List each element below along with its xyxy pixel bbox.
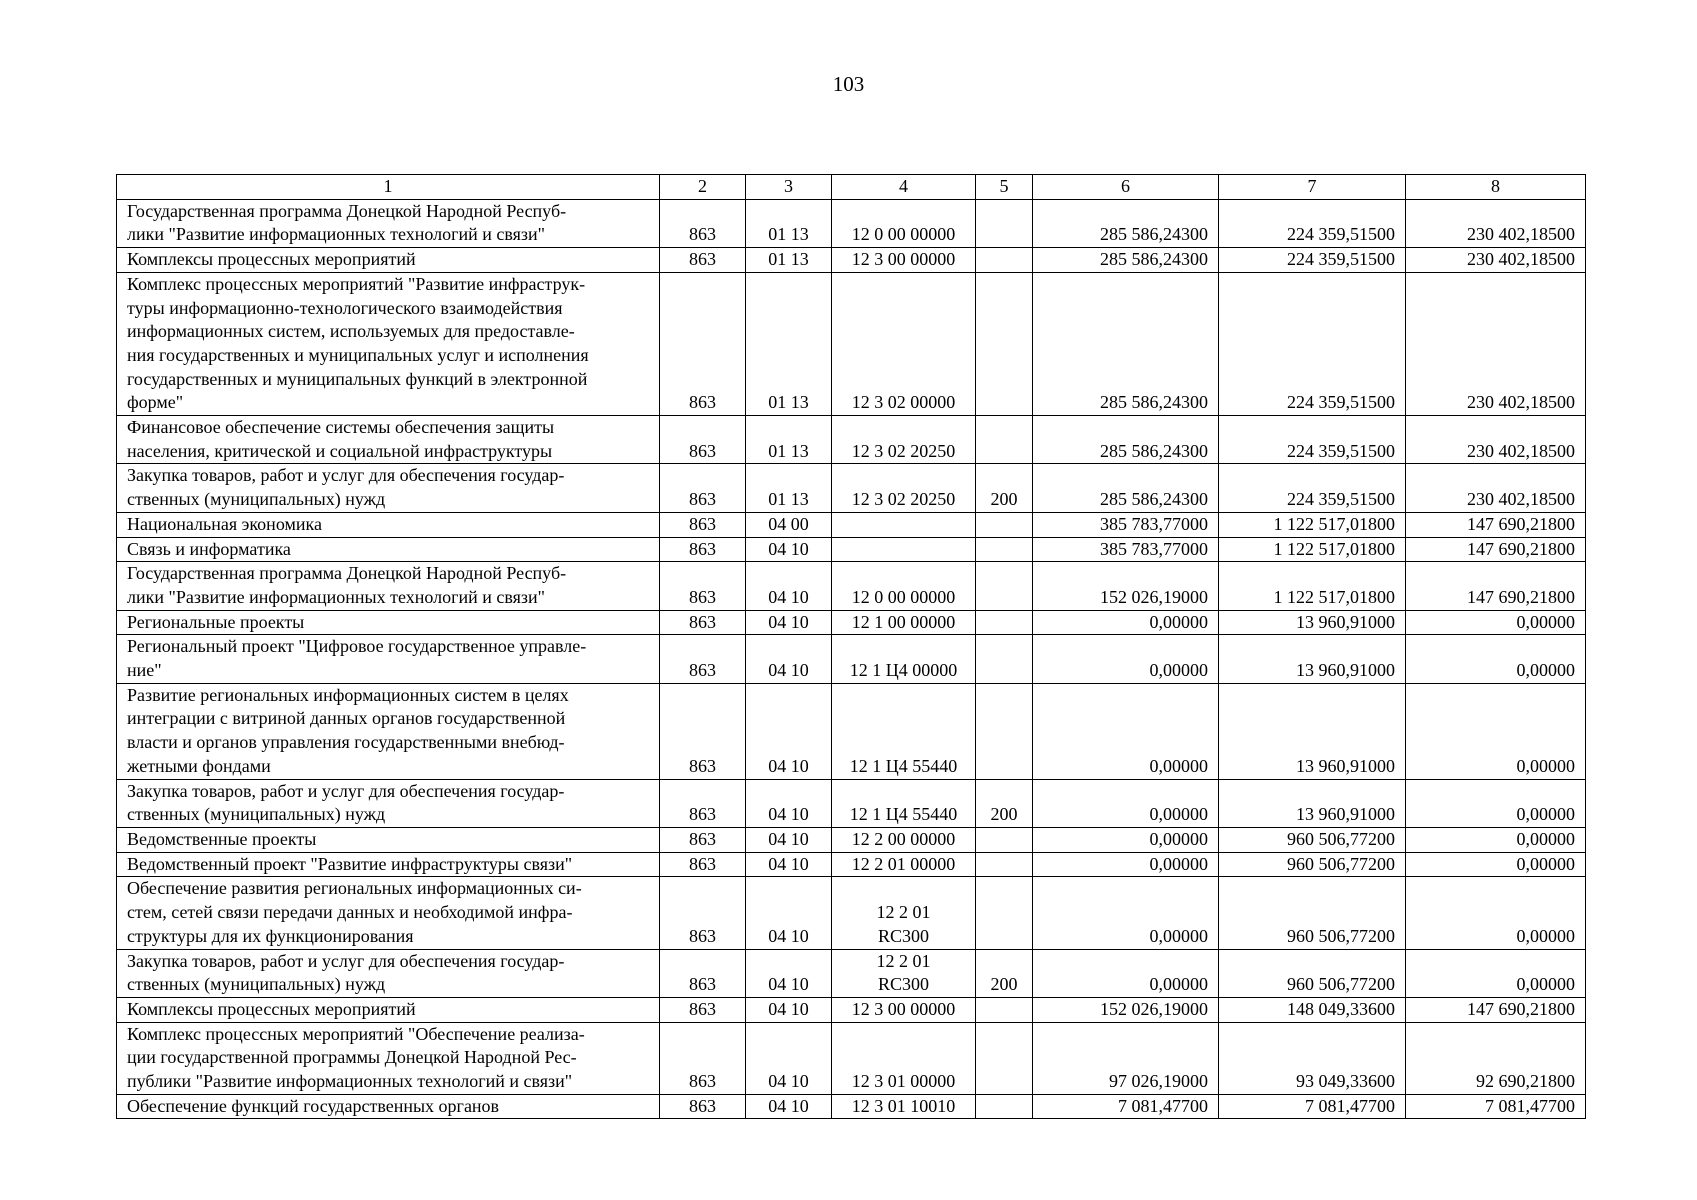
target-article-cell: 12 1 Ц4 55440	[832, 779, 976, 827]
expense-type-cell	[976, 635, 1033, 683]
expense-type-cell	[976, 562, 1033, 610]
section-code-cell: 04 10	[746, 779, 832, 827]
amount-3-cell: 147 690,21800	[1406, 997, 1586, 1022]
item-name-cell: Обеспечение развития региональных информационных си- стем, сетей связи передачи данных и необходимой инфра- структуры для их функционирования	[117, 877, 660, 949]
table-row	[117, 827, 1586, 852]
column-header-7: 7	[1219, 175, 1406, 200]
target-article-cell: 12 2 01 RC300	[832, 949, 976, 997]
section-code-cell: 04 10	[746, 949, 832, 997]
item-name-cell: Региональный проект "Цифровое государственное управле- ние"	[117, 635, 660, 683]
item-name-cell: Комплекс процессных мероприятий "Развитие инфраструк- туры информационно-технологического взаимодействия информационных систем, используемых для предоставле- ния государственных и муниципальных услуг и исполнения государственных и муниципальных функций в электронной форме"	[117, 272, 660, 415]
amount-2-cell: 1 122 517,01800	[1219, 562, 1406, 610]
department-code-cell: 863	[660, 1094, 746, 1119]
table-row	[117, 562, 1586, 610]
target-article-cell	[832, 537, 976, 562]
expense-type-cell	[976, 199, 1033, 247]
amount-2-cell: 224 359,51500	[1219, 272, 1406, 415]
expense-type-cell	[976, 610, 1033, 635]
amount-3-cell: 147 690,21800	[1406, 562, 1586, 610]
amount-3-cell: 92 690,21800	[1406, 1022, 1586, 1094]
amount-3-cell: 7 081,47700	[1406, 1094, 1586, 1119]
amount-1-cell: 0,00000	[1033, 683, 1219, 779]
expense-type-cell	[976, 248, 1033, 273]
amount-1-cell: 0,00000	[1033, 852, 1219, 877]
amount-2-cell: 13 960,91000	[1219, 635, 1406, 683]
department-code-cell: 863	[660, 827, 746, 852]
department-code-cell: 863	[660, 877, 746, 949]
item-name-cell: Ведомственный проект "Развитие инфраструктуры связи"	[117, 852, 660, 877]
item-name-cell: Комплексы процессных мероприятий	[117, 997, 660, 1022]
expense-type-cell	[976, 1094, 1033, 1119]
target-article-cell: 12 3 02 20250	[832, 464, 976, 512]
amount-1-cell: 97 026,19000	[1033, 1022, 1219, 1094]
amount-2-cell: 7 081,47700	[1219, 1094, 1406, 1119]
amount-2-cell: 224 359,51500	[1219, 199, 1406, 247]
item-name-cell: Финансовое обеспечение системы обеспечения защиты населения, критической и социальной инфраструктуры	[117, 416, 660, 464]
section-code-cell: 04 10	[746, 610, 832, 635]
table-row	[117, 248, 1586, 273]
department-code-cell: 863	[660, 464, 746, 512]
amount-1-cell: 385 783,77000	[1033, 512, 1219, 537]
section-code-cell: 04 10	[746, 827, 832, 852]
amount-3-cell: 230 402,18500	[1406, 464, 1586, 512]
department-code-cell: 863	[660, 562, 746, 610]
column-header-8: 8	[1406, 175, 1586, 200]
section-code-cell: 01 13	[746, 416, 832, 464]
expense-type-cell	[976, 416, 1033, 464]
amount-3-cell: 147 690,21800	[1406, 512, 1586, 537]
section-code-cell: 04 10	[746, 683, 832, 779]
column-header-5: 5	[976, 175, 1033, 200]
target-article-cell: 12 3 02 00000	[832, 272, 976, 415]
section-code-cell: 04 10	[746, 1094, 832, 1119]
section-code-cell: 04 10	[746, 877, 832, 949]
department-code-cell: 863	[660, 248, 746, 273]
amount-3-cell: 0,00000	[1406, 852, 1586, 877]
section-code-cell: 04 10	[746, 562, 832, 610]
page-number: 103	[832, 72, 865, 96]
target-article-cell: 12 3 00 00000	[832, 248, 976, 273]
expense-type-cell	[976, 877, 1033, 949]
target-article-cell: 12 1 Ц4 55440	[832, 683, 976, 779]
table-row	[117, 877, 1586, 949]
amount-3-cell: 230 402,18500	[1406, 199, 1586, 247]
amount-1-cell: 7 081,47700	[1033, 1094, 1219, 1119]
target-article-cell: 12 1 00 00000	[832, 610, 976, 635]
table-row	[117, 949, 1586, 997]
department-code-cell: 863	[660, 1022, 746, 1094]
table-row	[117, 997, 1586, 1022]
column-header-6: 6	[1033, 175, 1219, 200]
amount-1-cell: 0,00000	[1033, 949, 1219, 997]
item-name-cell: Обеспечение функций государственных органов	[117, 1094, 660, 1119]
expense-type-cell: 200	[976, 464, 1033, 512]
amount-1-cell: 285 586,24300	[1033, 272, 1219, 415]
amount-1-cell: 285 586,24300	[1033, 199, 1219, 247]
department-code-cell: 863	[660, 949, 746, 997]
table-row	[117, 512, 1586, 537]
table-row	[117, 416, 1586, 464]
item-name-cell: Развитие региональных информационных систем в целях интеграции с витриной данных органов государственной власти и органов управления государственными внебюд- жетными фондами	[117, 683, 660, 779]
section-code-cell: 04 00	[746, 512, 832, 537]
item-name-cell: Закупка товаров, работ и услуг для обеспечения государ- ственных (муниципальных) нужд	[117, 949, 660, 997]
amount-1-cell: 0,00000	[1033, 779, 1219, 827]
table-body	[117, 199, 1586, 1119]
amount-1-cell: 0,00000	[1033, 877, 1219, 949]
target-article-cell: 12 0 00 00000	[832, 562, 976, 610]
amount-2-cell: 960 506,77200	[1219, 949, 1406, 997]
amount-3-cell: 230 402,18500	[1406, 272, 1586, 415]
section-code-cell: 01 13	[746, 199, 832, 247]
item-name-cell: Национальная экономика	[117, 512, 660, 537]
amount-3-cell: 0,00000	[1406, 949, 1586, 997]
department-code-cell: 863	[660, 272, 746, 415]
amount-2-cell: 224 359,51500	[1219, 464, 1406, 512]
target-article-cell: 12 0 00 00000	[832, 199, 976, 247]
amount-1-cell: 0,00000	[1033, 635, 1219, 683]
target-article-cell: 12 1 Ц4 00000	[832, 635, 976, 683]
amount-1-cell: 0,00000	[1033, 827, 1219, 852]
amount-1-cell: 285 586,24300	[1033, 248, 1219, 273]
expense-type-cell: 200	[976, 949, 1033, 997]
department-code-cell: 863	[660, 512, 746, 537]
amount-3-cell: 0,00000	[1406, 635, 1586, 683]
amount-3-cell: 0,00000	[1406, 827, 1586, 852]
target-article-cell: 12 3 00 00000	[832, 997, 976, 1022]
table-row	[117, 272, 1586, 415]
section-code-cell: 04 10	[746, 537, 832, 562]
amount-1-cell: 285 586,24300	[1033, 416, 1219, 464]
amount-1-cell: 152 026,19000	[1033, 997, 1219, 1022]
expense-type-cell	[976, 852, 1033, 877]
amount-3-cell: 230 402,18500	[1406, 416, 1586, 464]
section-code-cell: 04 10	[746, 852, 832, 877]
column-header-1: 1	[117, 175, 660, 200]
amount-1-cell: 285 586,24300	[1033, 464, 1219, 512]
target-article-cell: 12 3 01 00000	[832, 1022, 976, 1094]
amount-2-cell: 1 122 517,01800	[1219, 512, 1406, 537]
section-code-cell: 04 10	[746, 1022, 832, 1094]
table-row	[117, 537, 1586, 562]
amount-1-cell: 0,00000	[1033, 610, 1219, 635]
column-header-2: 2	[660, 175, 746, 200]
target-article-cell	[832, 512, 976, 537]
amount-2-cell: 224 359,51500	[1219, 416, 1406, 464]
budget-table	[116, 174, 1586, 1119]
item-name-cell: Закупка товаров, работ и услуг для обеспечения государ- ственных (муниципальных) нужд	[117, 464, 660, 512]
amount-2-cell: 960 506,77200	[1219, 877, 1406, 949]
department-code-cell: 863	[660, 199, 746, 247]
item-name-cell: Связь и информатика	[117, 537, 660, 562]
amount-1-cell: 152 026,19000	[1033, 562, 1219, 610]
item-name-cell: Региональные проекты	[117, 610, 660, 635]
target-article-cell: 12 3 01 10010	[832, 1094, 976, 1119]
amount-2-cell: 93 049,33600	[1219, 1022, 1406, 1094]
department-code-cell: 863	[660, 852, 746, 877]
department-code-cell: 863	[660, 416, 746, 464]
section-code-cell: 01 13	[746, 272, 832, 415]
amount-2-cell: 148 049,33600	[1219, 997, 1406, 1022]
department-code-cell: 863	[660, 537, 746, 562]
column-header-3: 3	[746, 175, 832, 200]
table-row	[117, 610, 1586, 635]
expense-type-cell	[976, 512, 1033, 537]
expense-type-cell	[976, 683, 1033, 779]
expense-type-cell	[976, 827, 1033, 852]
column-header-4: 4	[832, 175, 976, 200]
amount-3-cell: 0,00000	[1406, 877, 1586, 949]
amount-2-cell: 13 960,91000	[1219, 779, 1406, 827]
table-row	[117, 1022, 1586, 1094]
table-row	[117, 852, 1586, 877]
amount-3-cell: 0,00000	[1406, 779, 1586, 827]
table-row	[117, 635, 1586, 683]
expense-type-cell	[976, 997, 1033, 1022]
amount-3-cell: 230 402,18500	[1406, 248, 1586, 273]
amount-3-cell: 147 690,21800	[1406, 537, 1586, 562]
amount-2-cell: 224 359,51500	[1219, 248, 1406, 273]
item-name-cell: Государственная программа Донецкой Народной Респуб- лики "Развитие информационных технологий и связи"	[117, 199, 660, 247]
expense-type-cell	[976, 537, 1033, 562]
section-code-cell: 04 10	[746, 635, 832, 683]
item-name-cell: Закупка товаров, работ и услуг для обеспечения государ- ственных (муниципальных) нужд	[117, 779, 660, 827]
amount-1-cell: 385 783,77000	[1033, 537, 1219, 562]
amount-3-cell: 0,00000	[1406, 683, 1586, 779]
target-article-cell: 12 2 00 00000	[832, 827, 976, 852]
table-row	[117, 683, 1586, 779]
amount-2-cell: 960 506,77200	[1219, 827, 1406, 852]
section-code-cell: 01 13	[746, 464, 832, 512]
item-name-cell: Государственная программа Донецкой Народной Респуб- лики "Развитие информационных технологий и связи"	[117, 562, 660, 610]
amount-2-cell: 1 122 517,01800	[1219, 537, 1406, 562]
target-article-cell: 12 2 01 RC300	[832, 877, 976, 949]
amount-2-cell: 13 960,91000	[1219, 683, 1406, 779]
expense-type-cell	[976, 272, 1033, 415]
expense-type-cell	[976, 1022, 1033, 1094]
item-name-cell: Комплекс процессных мероприятий "Обеспечение реализа- ции государственной программы Донецкой Народной Рес- публики "Развитие информационных технологий и связи"	[117, 1022, 660, 1094]
target-article-cell: 12 3 02 20250	[832, 416, 976, 464]
department-code-cell: 863	[660, 635, 746, 683]
department-code-cell: 863	[660, 997, 746, 1022]
section-code-cell: 01 13	[746, 248, 832, 273]
amount-2-cell: 13 960,91000	[1219, 610, 1406, 635]
table-row	[117, 779, 1586, 827]
target-article-cell: 12 2 01 00000	[832, 852, 976, 877]
expense-type-cell: 200	[976, 779, 1033, 827]
section-code-cell: 04 10	[746, 997, 832, 1022]
table-row	[117, 464, 1586, 512]
amount-2-cell: 960 506,77200	[1219, 852, 1406, 877]
table-row	[117, 1094, 1586, 1119]
header-row	[117, 175, 1586, 200]
item-name-cell: Ведомственные проекты	[117, 827, 660, 852]
table-row	[117, 199, 1586, 247]
item-name-cell: Комплексы процессных мероприятий	[117, 248, 660, 273]
department-code-cell: 863	[660, 779, 746, 827]
department-code-cell: 863	[660, 683, 746, 779]
department-code-cell: 863	[660, 610, 746, 635]
amount-3-cell: 0,00000	[1406, 610, 1586, 635]
